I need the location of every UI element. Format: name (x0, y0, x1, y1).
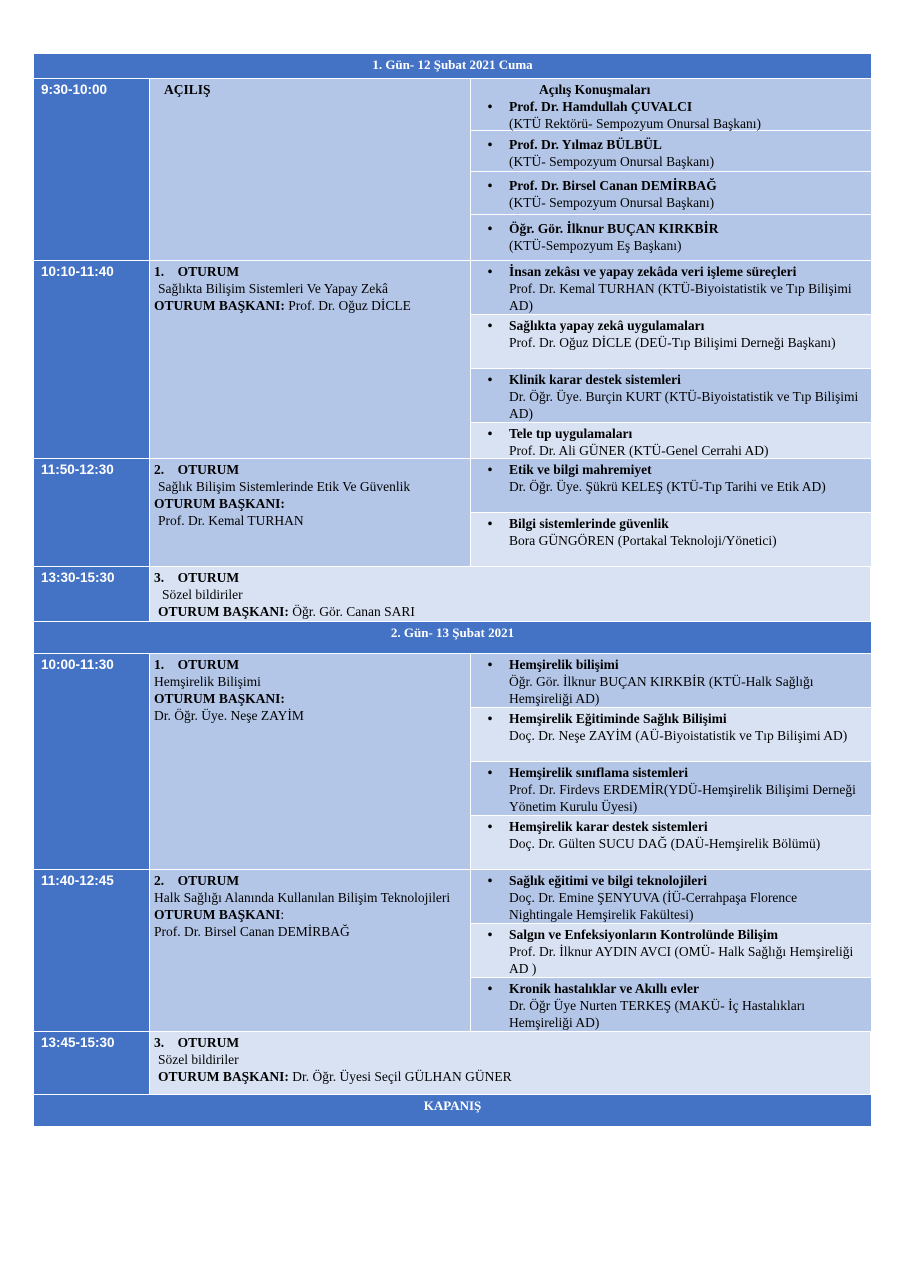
session-cell (150, 459, 471, 567)
day2-header: 2. Gün- 13 Şubat 2021 (34, 622, 871, 654)
session-time: 13:30-15:30 (34, 567, 150, 622)
talk-title: Sağlık eğitimi ve bilgi teknolojileri (509, 873, 707, 888)
session-topic: Sözel bildiriler (158, 1052, 239, 1067)
bullet-icon: • (487, 819, 493, 834)
bullet-icon: • (487, 426, 493, 441)
talk-item (471, 924, 871, 978)
opening-speaker-3 (471, 172, 871, 215)
talk-title: Sağlıkta yapay zekâ uygulamaları (509, 318, 705, 333)
talk-speaker: Dr. Öğr. Üye. Burçin KURT (KTÜ-Biyoistatistik ve Tıp Bilişimi AD) (509, 389, 859, 421)
bullet-icon: • (487, 264, 493, 279)
speaker-role: (KTÜ- Sempozyum Onursal Başkanı) (509, 154, 715, 169)
chair-label: OTURUM BAŞKANI: (158, 604, 289, 619)
talk-item (471, 654, 871, 708)
chair-label: OTURUM BAŞKANI: (154, 496, 285, 511)
closing-band: KAPANIŞ (34, 1095, 871, 1127)
day1-header: 1. Gün- 12 Şubat 2021 Cuma (34, 54, 871, 79)
chair-name: Dr. Öğr. Üyesi Seçil GÜLHAN GÜNER (288, 1069, 512, 1084)
talk-title: Hemşirelik karar destek sistemleri (509, 819, 708, 834)
talk-item (471, 513, 871, 567)
speaker-name: Öğr. Gör. İlknur BUÇAN KIRKBİR (509, 221, 719, 236)
talk-speaker: Prof. Dr. Firdevs ERDEMİR(YDÜ-Hemşirelik Bilişimi Derneği Yönetim Kurulu Üyesi) (509, 782, 856, 814)
bullet-icon: • (487, 178, 493, 193)
talk-title: Hemşirelik sınıflama sistemleri (509, 765, 688, 780)
talk-item (471, 816, 871, 870)
opening-speaker-1 (471, 79, 871, 131)
session-number: 1. (154, 264, 165, 279)
session-topic: Sözel bildiriler (162, 587, 243, 602)
talk-item (471, 459, 871, 513)
talk-item (471, 369, 871, 423)
bullet-icon: • (487, 318, 493, 333)
opening-title: AÇILIŞ (164, 82, 211, 97)
session-number: 2. (154, 462, 165, 477)
session-cell (150, 654, 471, 870)
bullet-icon: • (487, 711, 493, 726)
chair-name: Prof. Dr. Oğuz DİCLE (284, 298, 411, 313)
bullet-icon: • (487, 372, 493, 387)
chair-label: OTURUM BAŞKANI: (158, 1069, 289, 1084)
talk-title: Etik ve bilgi mahremiyet (509, 462, 652, 477)
bullet-icon: • (487, 462, 493, 477)
chair-name: Prof. Dr. Kemal TURHAN (158, 513, 304, 528)
talk-title: Kronik hastalıklar ve Akıllı evler (509, 981, 700, 996)
talk-title: Tele tıp uygulamaları (509, 426, 633, 441)
session-topic: Hemşirelik Bilişimi (154, 674, 261, 689)
talk-item (471, 261, 871, 315)
chair-label: OTURUM BAŞKANI: (154, 691, 285, 706)
session-time: 13:45-15:30 (34, 1032, 150, 1095)
speaker-role: (KTÜ Rektörü- Sempozyum Onursal Başkanı) (509, 116, 761, 131)
talk-title: İnsan zekâsı ve yapay zekâda veri işleme süreçleri (509, 264, 797, 279)
session-number: 3. (154, 1035, 165, 1050)
bullet-icon: • (487, 765, 493, 780)
talk-item (471, 870, 871, 924)
talk-speaker: Bora GÜNGÖREN (Portakal Teknoloji/Yönetici) (509, 533, 777, 548)
session-cell (150, 567, 871, 622)
session-label: OTURUM (177, 264, 240, 279)
talk-title: Bilgi sistemlerinde güvenlik (509, 516, 669, 531)
session-label: OTURUM (177, 657, 240, 672)
bullet-icon: • (487, 99, 493, 114)
talk-speaker: Dr. Öğr Üye Nurten TERKEŞ (MAKÜ- İç Hastalıkları Hemşireliği AD) (509, 998, 805, 1030)
opening-speaker-4 (471, 215, 871, 261)
session-number: 3. (154, 570, 165, 585)
session-number: 2. (154, 873, 165, 888)
session-time: 10:00-11:30 (34, 654, 150, 870)
chair-label: OTURUM BAŞKANI: (154, 298, 285, 313)
talk-item (471, 762, 871, 816)
talk-item (471, 978, 871, 1032)
talk-speaker: Prof. Dr. Ali GÜNER (KTÜ-Genel Cerrahi AD) (509, 443, 769, 458)
chair-name: Öğr. Gör. Canan SARI (288, 604, 415, 619)
session-time: 11:50-12:30 (34, 459, 150, 567)
session-label: OTURUM (177, 462, 240, 477)
session-time: 10:10-11:40 (34, 261, 150, 459)
speaker-role: (KTÜ-Sempozyum Eş Başkanı) (509, 238, 682, 253)
talk-title: Salgın ve Enfeksiyonların Kontrolünde Bilişim (509, 927, 779, 942)
speaker-role: (KTÜ- Sempozyum Onursal Başkanı) (509, 195, 715, 210)
speaker-name: Prof. Dr. Birsel Canan DEMİRBAĞ (509, 178, 717, 193)
talk-speaker: Prof. Dr. Kemal TURHAN (KTÜ-Biyoistatistik ve Tıp Bilişimi AD) (509, 281, 852, 313)
session-cell (150, 261, 471, 459)
talk-title: Hemşirelik Eğitiminde Sağlık Bilişimi (509, 711, 727, 726)
chair-label: OTURUM BAŞKANI (154, 907, 281, 922)
session-topic: Sağlıkta Bilişim Sistemleri Ve Yapay Zekâ (158, 281, 388, 296)
session-label: OTURUM (177, 1035, 240, 1050)
talk-item (471, 708, 871, 762)
talk-speaker: Prof. Dr. İlknur AYDIN AVCI (OMÜ- Halk Sağlığı Hemşireliği AD ) (509, 944, 854, 976)
talk-speaker: Doç. Dr. Neşe ZAYİM (AÜ-Biyoistatistik ve Tıp Bilişimi AD) (509, 728, 848, 743)
opening-time: 9:30-10:00 (34, 79, 150, 261)
bullet-icon: • (487, 516, 493, 531)
session-topic: Sağlık Bilişim Sistemlerinde Etik Ve Güvenlik (158, 479, 411, 494)
talk-speaker: Doç. Dr. Gülten SUCU DAĞ (DAÜ-Hemşirelik Bölümü) (509, 836, 821, 851)
talk-speaker: Dr. Öğr. Üye. Şükrü KELEŞ (KTÜ-Tıp Tarihi ve Etik AD) (509, 479, 826, 494)
bullet-icon: • (487, 137, 493, 152)
session-cell (150, 870, 471, 1032)
session-label: OTURUM (177, 570, 240, 585)
talk-item (471, 423, 871, 459)
talk-speaker: Öğr. Gör. İlknur BUÇAN KIRKBİR (KTÜ-Halk Sağlığı Hemşireliği AD) (509, 674, 814, 706)
bullet-icon: • (487, 927, 493, 942)
chair-name: Prof. Dr. Birsel Canan DEMİRBAĞ (154, 924, 350, 939)
talk-speaker: Prof. Dr. Oğuz DİCLE (DEÜ-Tıp Bilişimi Derneği Başkanı) (509, 335, 836, 350)
speaker-name: Prof. Dr. Hamdullah ÇUVALCI (509, 99, 693, 114)
opening-cell (150, 79, 471, 261)
session-time: 11:40-12:45 (34, 870, 150, 1032)
talk-title: Hemşirelik bilişimi (509, 657, 619, 672)
bullet-icon: • (487, 873, 493, 888)
opening-heading: Açılış Konuşmaları (539, 82, 651, 97)
bullet-icon: • (487, 221, 493, 236)
speaker-name: Prof. Dr. Yılmaz BÜLBÜL (509, 137, 662, 152)
talk-item (471, 315, 871, 369)
session-topic: Halk Sağlığı Alanında Kullanılan Bilişim Teknolojileri (154, 890, 451, 905)
bullet-icon: • (487, 981, 493, 996)
opening-speaker-2 (471, 131, 871, 172)
session-label: OTURUM (177, 873, 240, 888)
talk-title: Klinik karar destek sistemleri (509, 372, 681, 387)
session-cell (150, 1032, 871, 1095)
session-number: 1. (154, 657, 165, 672)
chair-name: Dr. Öğr. Üye. Neşe ZAYİM (154, 708, 304, 723)
bullet-icon: • (487, 657, 493, 672)
chair-colon: : (280, 907, 285, 922)
talk-speaker: Doç. Dr. Emine ŞENYUVA (İÜ-Cerrahpaşa Florence Nightingale Hemşirelik Fakültesi) (509, 890, 798, 922)
